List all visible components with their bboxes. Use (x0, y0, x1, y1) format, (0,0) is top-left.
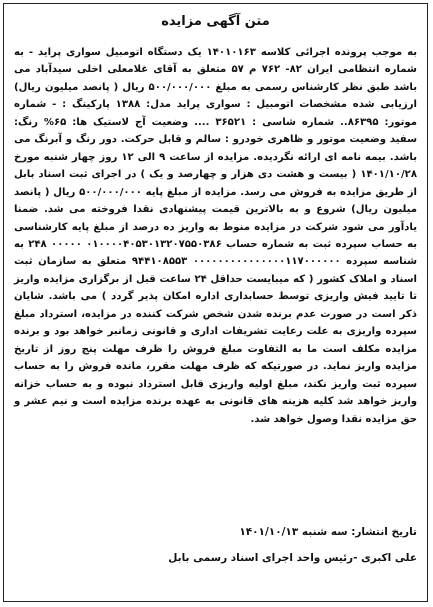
notice-frame (3, 3, 428, 602)
notice-title: متن آگهی مزایده (161, 14, 270, 29)
publish-date: تاریخ انتشار: سه شنبه ۱۴۰۱/۱۰/۱۳ (239, 526, 417, 538)
signature-line: علی اکبری -رئیس واحد اجرای اسناد رسمی بابل (168, 552, 417, 564)
notice-body: به موجب پرونده اجرائی کلاسه ۱۴۰۱۰۱۶۳ یک دستگاه اتومبیل سواری پراید - به شماره انتظامی ایران ۸۲- ۷۶۲ م ۵۷ متعلق به آقای غلامعلی اخلی سیدآباد می باشد طبق نظر کارشناس رسمی به مبلغ ۵۰۰/۰۰۰/۰۰۰ ریال ( پانصد میلیون ریال) ارزیابی شده مشخصات اتومبیل : سواری پراید مدل: ۱۳۸۸ پارکینگ : - شماره موتور: ۸۶۳۹۵.. شماره شاسی : ۳۶۵۲۱ .... وضعیت آج لاستیک ها: ۶۵% رنگ: سفید وضعیت موتور و ظاهری خودرو : سالم و قابل حرکت. دور رنگ و آبرنگ می باشد. بیمه نامه ای ارائه نگردیده. مزایده از ساعت ۹ الی ۱۲ روز چهار شنبه مورخ ۱۴۰۱/۱۰/۲۸ ( بیست و هشت دی هزار و چهارصد و یک ) در اجرای ثبت اسناد بابل از طریق مزایده به فروش می رسد. مزایده از مبلغ پایه ۵۰۰/۰۰۰/۰۰۰ ریال ( پانصد میلیون ریال) شروع و به بالاترین قیمت پیشنهادی نقدا فروخته می شد. ضمنا یادآور می شود شرکت در مزایده منوط به واریز ده درصد از مبلغ پایه کارشناسی به حساب سپرده ثبت به شماره حساب ۰۱۰۰۰۰۴۰۵۳۰۱۳۲۰۷۵۵۰۳۸۶ ۰۰۰۰۰ ۲۴۸ به شناسه سپرده ۰۰۰۰۰۰۰۰۰۰۰۰۰۰۰۱۱۷۰۰۰۰۰۰ ۹۴۴۱۰۸۵۵۳ متعلق به سازمان ثبت اسناد و املاک کشور ( که میبایست حداقل ۲۴ ساعت قبل از برگزاری مزایده واریز تا تایید فیش واریزی توسط حسابداری اداره امکان پذیر گردد ) می باشد. شایان ذکر است در صورت عدم برنده شدن شخص شرکت کننده در مزایده، استرداد مبلغ سپرده واریزی به علت رعایت تشریفات اداری و قانونی زمانبر خواهد بود و برنده مزایده مکلف است ما به التفاوت مبلغ فروش را ظرف مهلت پنج روز از تاریخ مزایده واریز نماید. در صورتیکه که ظرف مهلت مقرر، مانده فروش را به حساب سپرده ثبت واریز نکند، مبلغ اولیه واریزی قابل استرداد نبوده و به حساب خزانه واریز خواهد شد کلیه هزینه های قانونی به عهده برنده مزایده است و نیم عشر و حق مزایده نقدا وصول خواهد شد. (14, 47, 418, 425)
